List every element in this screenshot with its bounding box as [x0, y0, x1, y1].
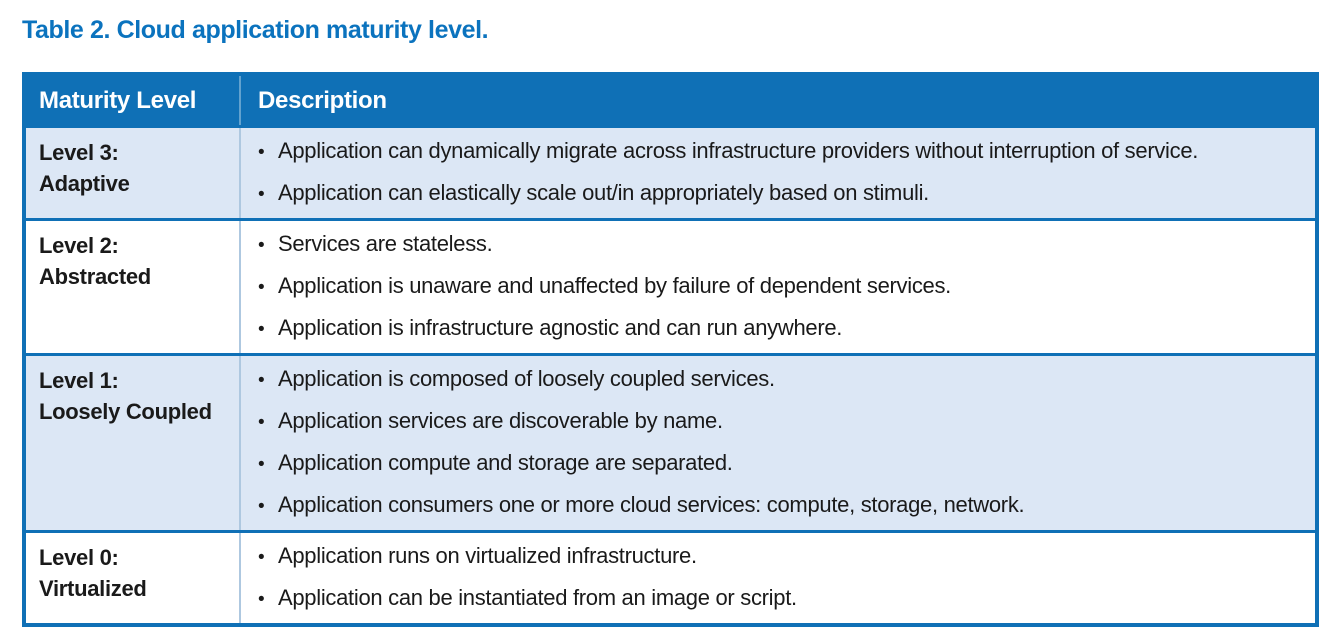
maturity-level-cell — [26, 356, 241, 530]
bullet-text: Application is composed of loosely coupled services. — [278, 366, 775, 391]
description-bullet — [258, 443, 1305, 485]
level-name: Abstracted — [39, 264, 151, 289]
table-header-row — [26, 76, 1315, 125]
bullet-icon: • — [258, 547, 265, 568]
bullet-text: Application is unaware and unaffected by failure of dependent services. — [278, 273, 951, 298]
level-name: Virtualized — [39, 576, 147, 601]
description-bullet — [258, 401, 1305, 443]
table-row-level-3 — [26, 125, 1315, 218]
description-cell — [241, 356, 1315, 530]
maturity-table — [22, 72, 1319, 627]
description-cell — [241, 221, 1315, 353]
maturity-level-cell — [26, 221, 241, 353]
bullet-text: Application services are discoverable by name. — [278, 408, 723, 433]
level-name: Loosely Coupled — [39, 399, 212, 424]
description-bullet — [258, 536, 1305, 578]
bullet-text: Application runs on virtualized infrastructure. — [278, 543, 697, 568]
level-number: Level 3: — [39, 140, 119, 165]
table-row-level-2 — [26, 218, 1315, 353]
table-caption: Table 2. Cloud application maturity level. — [22, 16, 489, 44]
bullet-icon: • — [258, 319, 265, 340]
bullet-icon: • — [258, 142, 265, 163]
bullet-text: Application can elastically scale out/in appropriately based on stimuli. — [278, 180, 929, 205]
level-number: Level 0: — [39, 545, 119, 570]
bullet-icon: • — [258, 454, 265, 475]
bullet-text: Application can dynamically migrate across infrastructure providers without interruption of service. — [278, 138, 1199, 163]
description-bullet — [258, 173, 1305, 215]
description-cell — [241, 533, 1315, 623]
table-row-level-0 — [26, 530, 1315, 623]
bullet-icon: • — [258, 412, 265, 433]
bullet-icon: • — [258, 370, 265, 391]
table-row-level-1 — [26, 353, 1315, 530]
bullet-list — [258, 221, 1315, 353]
description-cell — [241, 128, 1315, 218]
level-number: Level 2: — [39, 233, 119, 258]
col-header-maturity-level: Maturity Level — [26, 76, 241, 125]
bullet-icon: • — [258, 277, 265, 298]
bullet-list — [258, 533, 1315, 623]
maturity-level-cell — [26, 533, 241, 623]
bullet-text: Services are stateless. — [278, 231, 493, 256]
bullet-icon: • — [258, 496, 265, 517]
bullet-list — [258, 356, 1315, 530]
description-bullet — [258, 578, 1305, 620]
bullet-text: Application compute and storage are separated. — [278, 450, 733, 475]
bullet-text: Application is infrastructure agnostic and can run anywhere. — [278, 315, 843, 340]
bullet-text: Application consumers one or more cloud services: compute, storage, network. — [278, 492, 1025, 517]
description-bullet — [258, 308, 1305, 350]
bullet-icon: • — [258, 589, 265, 610]
description-bullet — [258, 359, 1305, 401]
level-name: Adaptive — [39, 171, 130, 196]
bullet-icon: • — [258, 235, 265, 256]
bullet-text: Application can be instantiated from an image or script. — [278, 585, 797, 610]
description-bullet — [258, 131, 1305, 173]
description-bullet — [258, 266, 1305, 308]
bullet-icon: • — [258, 184, 265, 205]
description-bullet — [258, 224, 1305, 266]
col-header-description: Description — [258, 86, 387, 114]
description-bullet — [258, 485, 1305, 527]
level-number: Level 1: — [39, 368, 119, 393]
bullet-list — [258, 128, 1315, 218]
maturity-level-cell — [26, 128, 241, 218]
